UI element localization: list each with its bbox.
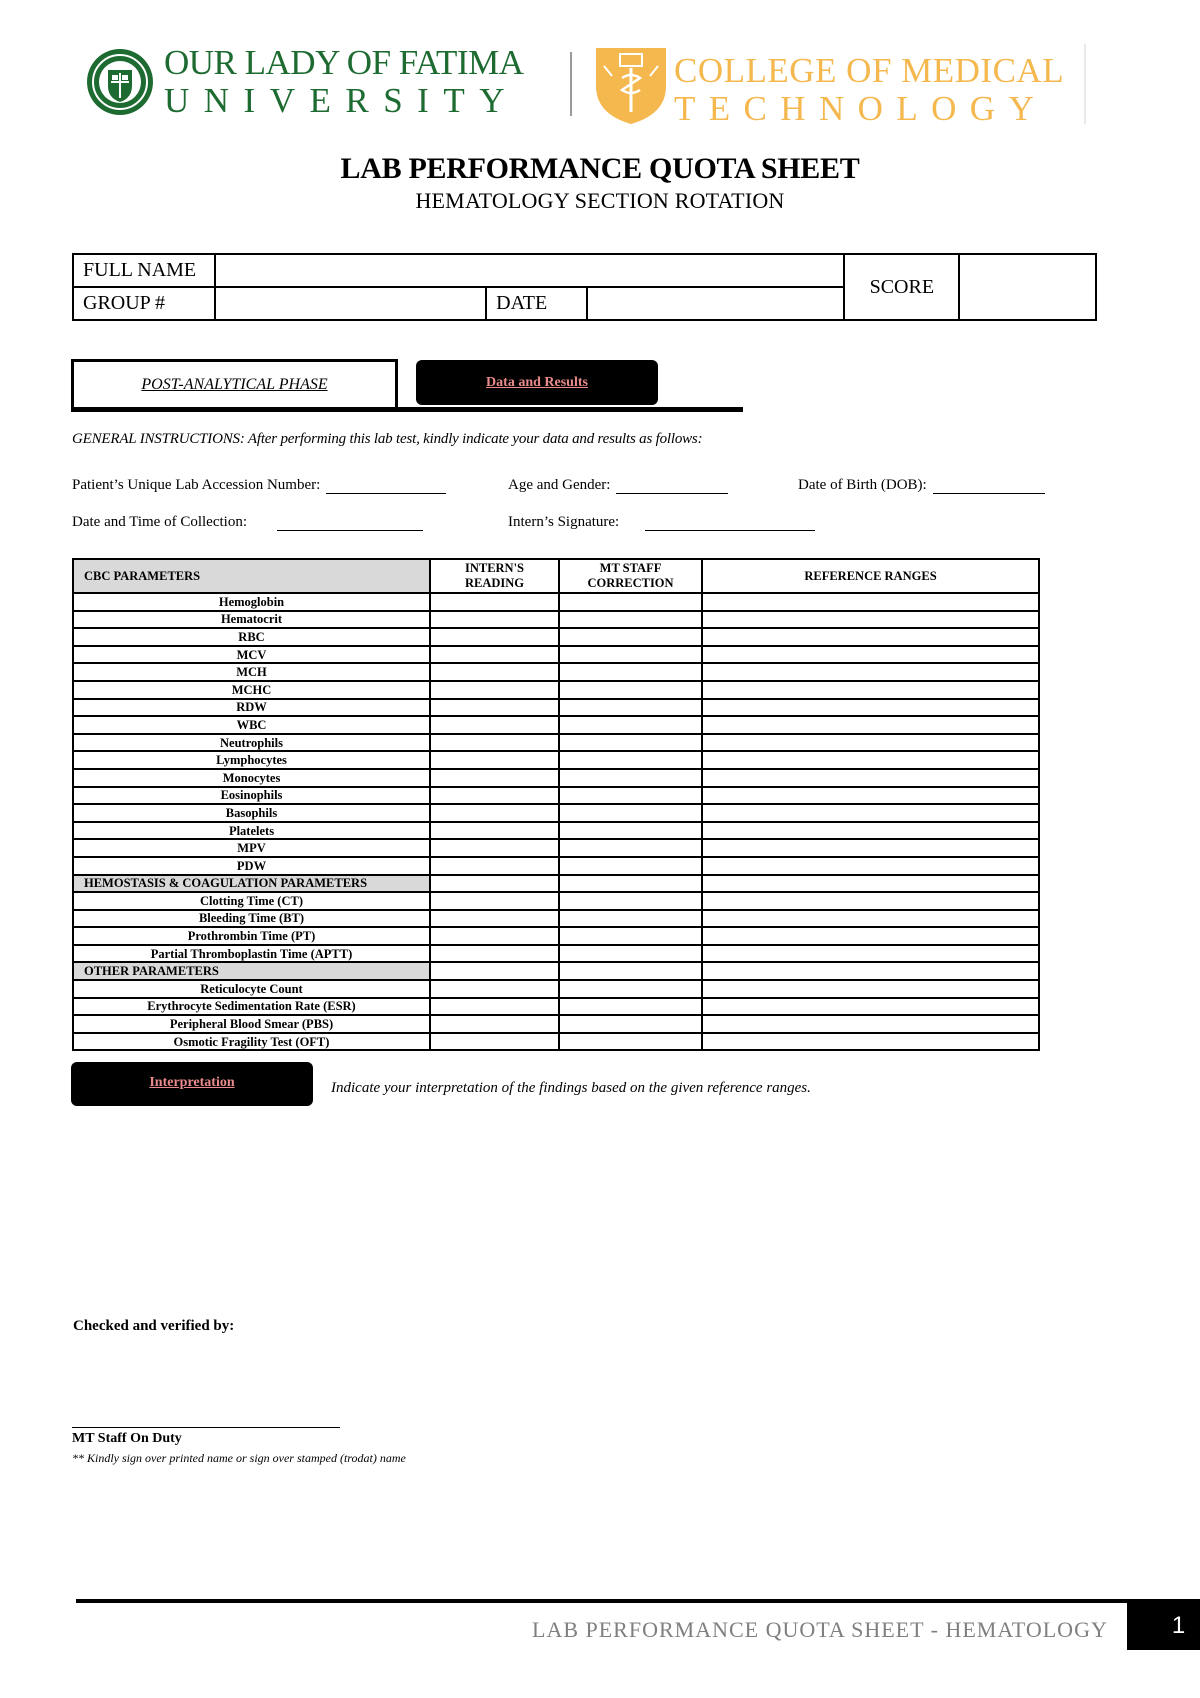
- reference-range-cell[interactable]: [702, 839, 1039, 857]
- parameter-name: MCH: [73, 663, 430, 681]
- interns-reading-cell[interactable]: [430, 787, 559, 805]
- interpretation-tab: Interpretation: [71, 1062, 313, 1106]
- table-row: [73, 927, 1039, 945]
- logo-edge: [1084, 44, 1086, 124]
- college-shield-icon: [594, 46, 668, 126]
- university-name-line1: OUR LADY OF FATIMA: [164, 43, 524, 82]
- table-row: [73, 751, 1039, 769]
- reference-ranges-header: REFERENCE RANGES: [702, 559, 1039, 593]
- mt-staff-correction-cell[interactable]: [559, 822, 702, 840]
- phase-underline: [398, 407, 743, 412]
- table-row: [73, 945, 1039, 963]
- accession-field[interactable]: [72, 477, 446, 494]
- general-instructions: GENERAL INSTRUCTIONS: After performing this lab test, kindly indicate your data and results as follows:: [72, 431, 703, 447]
- mt-staff-correction-cell[interactable]: [559, 962, 702, 980]
- reference-range-cell[interactable]: [702, 1033, 1039, 1051]
- staff-label: MT Staff On Duty: [72, 1431, 182, 1446]
- parameter-name: Prothrombin Time (PT): [73, 927, 430, 945]
- parameter-name: MCHC: [73, 681, 430, 699]
- page-number: 1: [1127, 1599, 1200, 1650]
- accession-label: Patient’s Unique Lab Accession Number:: [72, 477, 321, 493]
- university-name: [164, 44, 524, 120]
- interns-reading-cell[interactable]: [430, 962, 559, 980]
- interns-reading-cell[interactable]: [430, 1033, 559, 1051]
- interns-reading-cell[interactable]: [430, 822, 559, 840]
- table-row: [73, 769, 1039, 787]
- mt-staff-correction-cell[interactable]: [559, 910, 702, 928]
- table-row: [73, 1033, 1039, 1051]
- staff-signature-line[interactable]: [72, 1427, 340, 1428]
- parameter-name: Hematocrit: [73, 611, 430, 629]
- interns-reading-cell[interactable]: [430, 1015, 559, 1033]
- reference-range-cell[interactable]: [702, 611, 1039, 629]
- logo-divider: [570, 52, 572, 116]
- parameter-name: MPV: [73, 839, 430, 857]
- table-row: [73, 716, 1039, 734]
- signature-blank[interactable]: [645, 517, 815, 531]
- table-row: [73, 822, 1039, 840]
- reference-range-cell[interactable]: [702, 945, 1039, 963]
- table-row: [73, 892, 1039, 910]
- mt-staff-correction-cell[interactable]: [559, 716, 702, 734]
- mt-staff-correction-cell[interactable]: [559, 998, 702, 1016]
- table-row: [73, 910, 1039, 928]
- parameter-name: Bleeding Time (BT): [73, 910, 430, 928]
- mt-staff-correction-cell[interactable]: [559, 980, 702, 998]
- collection-field[interactable]: [72, 514, 423, 531]
- footer-text: LAB PERFORMANCE QUOTA SHEET - HEMATOLOGY: [532, 1617, 1108, 1642]
- mt-staff-correction-cell[interactable]: [559, 734, 702, 752]
- interns-reading-cell[interactable]: [430, 927, 559, 945]
- mt-staff-correction-cell[interactable]: [559, 927, 702, 945]
- mt-staff-correction-cell[interactable]: [559, 839, 702, 857]
- footer-rule: [76, 1599, 1127, 1603]
- reference-range-cell[interactable]: [702, 804, 1039, 822]
- reference-range-cell[interactable]: [702, 734, 1039, 752]
- parameter-name: Osmotic Fragility Test (OFT): [73, 1033, 430, 1051]
- interns-reading-cell[interactable]: [430, 875, 559, 893]
- header-logos: [86, 44, 1086, 130]
- interns-reading-cell[interactable]: [430, 716, 559, 734]
- reference-range-cell[interactable]: [702, 980, 1039, 998]
- interpretation-note: Indicate your interpretation of the findings based on the given reference ranges.: [331, 1080, 811, 1096]
- reference-range-cell[interactable]: [702, 822, 1039, 840]
- checked-verified-label: Checked and verified by:: [73, 1318, 235, 1334]
- table-row: [73, 804, 1039, 822]
- page-subtitle: HEMATOLOGY SECTION ROTATION: [415, 188, 785, 213]
- reference-range-cell[interactable]: [702, 699, 1039, 717]
- mt-staff-correction-cell[interactable]: [559, 769, 702, 787]
- table-row: [73, 839, 1039, 857]
- mt-staff-correction-cell[interactable]: [559, 663, 702, 681]
- parameter-name: Platelets: [73, 822, 430, 840]
- section-header-hemostasis: HEMOSTASIS & COAGULATION PARAMETERS: [73, 875, 430, 893]
- age-gender-blank[interactable]: [616, 480, 728, 494]
- reference-range-cell[interactable]: [702, 927, 1039, 945]
- reference-range-cell[interactable]: [702, 681, 1039, 699]
- parameter-name: Partial Thromboplastin Time (APTT): [73, 945, 430, 963]
- parameter-name: Hemoglobin: [73, 593, 430, 611]
- age-gender-label: Age and Gender:: [508, 477, 611, 493]
- interns-reading-cell[interactable]: [430, 857, 559, 875]
- interns-reading-cell[interactable]: [430, 980, 559, 998]
- student-info-table: [72, 253, 1097, 321]
- signature-label: Intern’s Signature:: [508, 514, 620, 530]
- parameter-name: Peripheral Blood Smear (PBS): [73, 1015, 430, 1033]
- table-row: [73, 681, 1039, 699]
- dob-blank[interactable]: [933, 480, 1045, 494]
- mt-staff-correction-cell[interactable]: [559, 1033, 702, 1051]
- full-name-label: FULL NAME: [73, 254, 215, 287]
- reference-range-cell[interactable]: [702, 628, 1039, 646]
- interns-reading-cell[interactable]: [430, 699, 559, 717]
- interns-reading-cell[interactable]: [430, 892, 559, 910]
- collection-blank[interactable]: [277, 517, 423, 531]
- parameter-name: Reticulocyte Count: [73, 980, 430, 998]
- table-row: [73, 1015, 1039, 1033]
- mt-staff-correction-cell[interactable]: [559, 875, 702, 893]
- group-field[interactable]: [215, 287, 486, 320]
- interns-reading-cell[interactable]: [430, 646, 559, 664]
- college-name-line1: COLLEGE OF MEDICAL: [674, 51, 1065, 90]
- table-row: [73, 734, 1039, 752]
- mt-staff-correction-cell[interactable]: [559, 857, 702, 875]
- parameter-name: Clotting Time (CT): [73, 892, 430, 910]
- age-gender-field[interactable]: [508, 477, 728, 494]
- table-header-row: [73, 559, 1039, 593]
- interns-reading-cell[interactable]: [430, 804, 559, 822]
- page-title: LAB PERFORMANCE QUOTA SHEET: [340, 152, 860, 185]
- signature-note: ** Kindly sign over printed name or sign over stamped (trodat) name: [72, 1451, 406, 1465]
- section-header-other: OTHER PARAMETERS: [73, 962, 430, 980]
- table-row: [73, 646, 1039, 664]
- reference-range-cell[interactable]: [702, 962, 1039, 980]
- parameter-name: Eosinophils: [73, 787, 430, 805]
- parameter-name: WBC: [73, 716, 430, 734]
- reference-range-cell[interactable]: [702, 910, 1039, 928]
- reference-range-cell[interactable]: [702, 663, 1039, 681]
- mt-staff-correction-cell[interactable]: [559, 751, 702, 769]
- mt-staff-correction-cell[interactable]: [559, 892, 702, 910]
- interns-reading-cell[interactable]: [430, 839, 559, 857]
- collection-label: Date and Time of Collection:: [72, 514, 247, 530]
- reference-range-cell[interactable]: [702, 998, 1039, 1016]
- parameters-table: [72, 558, 1040, 1051]
- dob-label: Date of Birth (DOB):: [798, 477, 927, 493]
- interns-reading-cell[interactable]: [430, 998, 559, 1016]
- mt-staff-correction-cell[interactable]: [559, 681, 702, 699]
- interns-reading-cell[interactable]: [430, 611, 559, 629]
- signature-field[interactable]: [508, 514, 815, 531]
- table-section-row: [73, 962, 1039, 980]
- reference-range-cell[interactable]: [702, 646, 1039, 664]
- mt-staff-correction-cell[interactable]: [559, 1015, 702, 1033]
- table-row: [73, 998, 1039, 1016]
- reference-range-cell[interactable]: [702, 892, 1039, 910]
- parameter-name: MCV: [73, 646, 430, 664]
- table-row: [73, 628, 1039, 646]
- parameter-name: Lymphocytes: [73, 751, 430, 769]
- interns-reading-header: INTERN'S READING: [430, 559, 559, 593]
- mt-staff-correction-cell[interactable]: [559, 646, 702, 664]
- score-label: SCORE: [844, 254, 959, 320]
- parameters-table-body: [73, 593, 1039, 1050]
- mt-staff-correction-cell[interactable]: [559, 787, 702, 805]
- date-label: DATE: [486, 287, 587, 320]
- table-row: [73, 787, 1039, 805]
- mt-staff-correction-cell[interactable]: [559, 593, 702, 611]
- group-label: GROUP #: [73, 287, 215, 320]
- table-row: [73, 980, 1039, 998]
- mt-staff-correction-cell[interactable]: [559, 699, 702, 717]
- table-row: [73, 857, 1039, 875]
- table-section-row: [73, 875, 1039, 893]
- reference-range-cell[interactable]: [702, 716, 1039, 734]
- accession-blank[interactable]: [326, 480, 446, 494]
- parameter-name: Neutrophils: [73, 734, 430, 752]
- interns-reading-cell[interactable]: [430, 910, 559, 928]
- parameter-name: PDW: [73, 857, 430, 875]
- table-row: [73, 611, 1039, 629]
- full-name-field[interactable]: [215, 254, 845, 287]
- parameter-name: Erythrocyte Sedimentation Rate (ESR): [73, 998, 430, 1016]
- score-field[interactable]: [959, 254, 1096, 320]
- interns-reading-cell[interactable]: [430, 769, 559, 787]
- reference-range-cell[interactable]: [702, 875, 1039, 893]
- phase-label: POST-ANALYTICAL PHASE: [71, 359, 398, 412]
- reference-range-cell[interactable]: [702, 751, 1039, 769]
- mt-staff-correction-cell[interactable]: [559, 945, 702, 963]
- data-results-tab: Data and Results: [416, 360, 658, 405]
- interns-reading-cell[interactable]: [430, 945, 559, 963]
- university-seal-icon: [86, 48, 154, 116]
- reference-range-cell[interactable]: [702, 593, 1039, 611]
- interns-reading-cell[interactable]: [430, 663, 559, 681]
- table-row: [73, 699, 1039, 717]
- reference-range-cell[interactable]: [702, 787, 1039, 805]
- college-name: [674, 52, 1064, 128]
- parameter-name: RBC: [73, 628, 430, 646]
- reference-range-cell[interactable]: [702, 1015, 1039, 1033]
- mt-staff-correction-cell[interactable]: [559, 611, 702, 629]
- dob-field[interactable]: [798, 477, 1045, 494]
- mt-staff-correction-cell[interactable]: [559, 628, 702, 646]
- college-name-line2: TECHNOLOGY: [674, 89, 1048, 128]
- parameter-name: Monocytes: [73, 769, 430, 787]
- mt-staff-correction-cell[interactable]: [559, 804, 702, 822]
- reference-range-cell[interactable]: [702, 769, 1039, 787]
- date-field[interactable]: [587, 287, 844, 320]
- table-row: [73, 593, 1039, 611]
- interns-reading-cell[interactable]: [430, 751, 559, 769]
- mt-staff-correction-header: MT STAFF CORRECTION: [559, 559, 702, 593]
- table-row: [73, 663, 1039, 681]
- interns-reading-cell[interactable]: [430, 681, 559, 699]
- parameter-name: Basophils: [73, 804, 430, 822]
- interns-reading-cell[interactable]: [430, 734, 559, 752]
- university-name-line2: UNIVERSITY: [164, 81, 519, 120]
- interns-reading-cell[interactable]: [430, 593, 559, 611]
- cbc-parameters-header: CBC PARAMETERS: [73, 559, 430, 593]
- parameter-name: RDW: [73, 699, 430, 717]
- interns-reading-cell[interactable]: [430, 628, 559, 646]
- reference-range-cell[interactable]: [702, 857, 1039, 875]
